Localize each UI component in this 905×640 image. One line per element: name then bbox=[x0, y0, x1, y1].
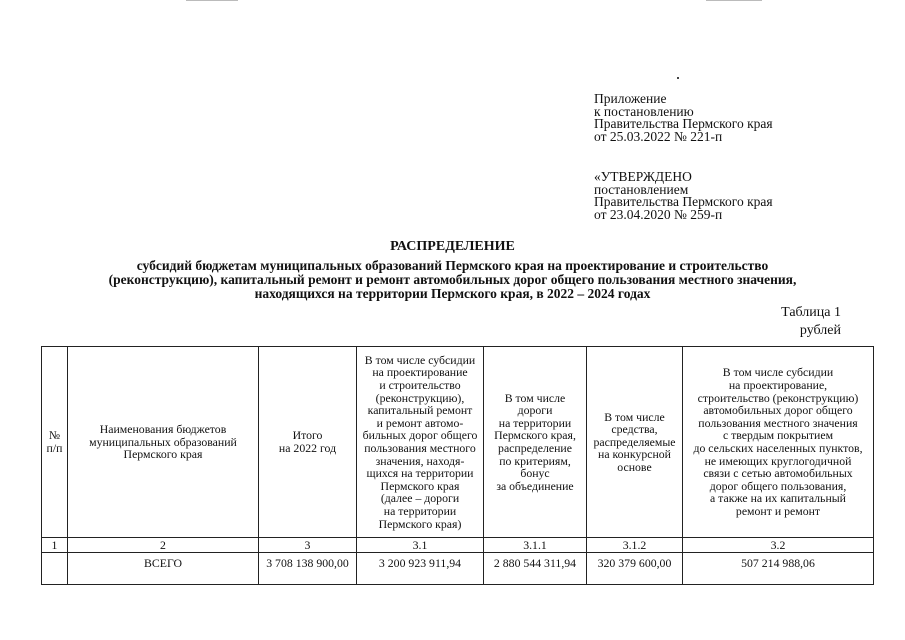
stamp-line: Правительства Пермского края bbox=[594, 116, 773, 131]
table-number: Таблица 1 bbox=[781, 305, 841, 320]
header-line: на территории bbox=[383, 503, 457, 518]
header-line: на 2022 год bbox=[278, 441, 337, 455]
header-line: Пермского края bbox=[123, 447, 203, 462]
total-row-subsidy-roads: 3 200 923 911,94 bbox=[357, 553, 484, 585]
column-number: 2 bbox=[68, 538, 259, 553]
header-line: щихся на территории bbox=[366, 466, 474, 481]
header-cell-number bbox=[42, 347, 68, 538]
header-line: бильных дорог общего bbox=[362, 428, 478, 443]
total-row-name: ВСЕГО bbox=[68, 553, 259, 585]
header-line: бонус bbox=[520, 466, 550, 481]
header-line: основе bbox=[617, 459, 652, 474]
header-cell-total bbox=[259, 347, 357, 538]
header-line: Пермского края bbox=[380, 478, 460, 493]
header-line: с твердым покрытием bbox=[722, 428, 834, 443]
header-line: распределяемые bbox=[593, 434, 676, 449]
column-number: 3.1.1 bbox=[484, 538, 587, 553]
column-number: 3.1.2 bbox=[587, 538, 683, 553]
distribution-table bbox=[41, 346, 874, 585]
header-line: В том числе bbox=[604, 409, 665, 424]
header-line: пользования местного bbox=[364, 441, 476, 455]
subtitle-line: субсидий бюджетам муниципальных образований Пермского края на проектирование и строительство bbox=[136, 258, 769, 273]
header-line: (далее – дороги bbox=[380, 491, 460, 506]
subtitle-line: (реконструкцию), капитальный ремонт и ремонт автомобильных дорог общего пользования местного значения, bbox=[108, 272, 797, 287]
header-line: строительство (реконструкцию) bbox=[697, 390, 859, 405]
approved-stamp bbox=[594, 171, 773, 221]
column-number: 3.1 bbox=[357, 538, 484, 553]
column-number: 3 bbox=[259, 538, 357, 553]
header-line: связи с сетью автомобильных bbox=[703, 466, 853, 481]
header-line: муниципальных образований bbox=[89, 434, 237, 449]
stamp-line: постановлением bbox=[594, 181, 689, 197]
header-line: Пермского края) bbox=[378, 516, 462, 531]
annex-stamp bbox=[594, 93, 773, 143]
header-line: п/п bbox=[46, 441, 63, 455]
stamp-line: от 25.03.2022 № 221-п bbox=[594, 128, 723, 144]
header-line: а также на их капитальный bbox=[709, 491, 846, 506]
header-line: дорог общего пользования, bbox=[709, 478, 847, 493]
stamp-line: «УТВЕРЖДЕНО bbox=[594, 169, 692, 184]
header-line: на проектирование bbox=[372, 365, 468, 380]
header-line: пользования местного значения bbox=[698, 415, 858, 430]
header-line: по критериям, bbox=[499, 453, 571, 468]
column-number: 1 bbox=[42, 538, 68, 553]
column-number: 3.2 bbox=[683, 538, 874, 553]
header-line: средства, bbox=[611, 422, 658, 437]
header-cell-competitive bbox=[587, 347, 683, 538]
header-cell-criteria-bonus bbox=[484, 347, 587, 538]
header-line: значения, находя- bbox=[375, 453, 465, 468]
total-row-competitive: 320 379 600,00 bbox=[587, 553, 683, 585]
header-line: дороги bbox=[517, 403, 553, 418]
units-label: рублей bbox=[799, 323, 841, 338]
total-row-number bbox=[42, 553, 68, 585]
header-line: В том числе субсидии bbox=[722, 365, 834, 380]
header-line: Итого bbox=[292, 428, 323, 443]
header-cell-subsidy-roads bbox=[357, 347, 484, 538]
header-line: и ремонт автомо- bbox=[376, 415, 464, 430]
stamp-line: к постановлению bbox=[594, 103, 694, 119]
subtitle-line: находящихся на территории Пермского края, в 2022 – 2024 годах bbox=[254, 286, 651, 301]
header-line: Пермского края, bbox=[494, 428, 576, 443]
scan-edge-line bbox=[706, 0, 762, 1]
header-line: на проектирование, bbox=[728, 378, 828, 393]
stamp-line: Правительства Пермского края bbox=[594, 194, 773, 209]
header-line: (реконструкцию), bbox=[375, 390, 465, 405]
total-row-2022: 3 708 138 900,00 bbox=[259, 553, 357, 585]
header-line: распределение bbox=[498, 441, 572, 455]
column-number-row bbox=[42, 538, 874, 553]
header-line: на конкурсной bbox=[598, 447, 671, 462]
total-row-criteria-bonus: 2 880 544 311,94 bbox=[484, 553, 587, 585]
scan-edge-line bbox=[186, 0, 238, 1]
document-title: РАСПРЕДЕЛЕНИЕ bbox=[390, 239, 515, 254]
document-subtitle bbox=[40, 259, 865, 301]
header-line: капитальный ремонт bbox=[367, 403, 473, 418]
header-line: ремонт и ремонт bbox=[735, 503, 821, 518]
header-line: В том числе bbox=[504, 390, 566, 405]
header-line: на территории bbox=[498, 415, 572, 430]
header-line: В том числе субсидии bbox=[364, 352, 476, 367]
total-row bbox=[42, 553, 874, 585]
stamp-line: Приложение bbox=[594, 91, 667, 106]
header-cell-name bbox=[68, 347, 259, 538]
table-header-row bbox=[42, 347, 874, 538]
header-line: до сельских населенных пунктов, bbox=[693, 441, 863, 455]
header-line: и строительство bbox=[379, 378, 461, 393]
header-line: не имеющих круглогодичной bbox=[704, 453, 852, 468]
header-line: Наименования бюджетов bbox=[99, 422, 227, 437]
header-line: за объединение bbox=[496, 478, 574, 493]
scan-speck bbox=[677, 77, 679, 79]
header-line: № bbox=[48, 428, 61, 443]
header-cell-rural-roads bbox=[683, 347, 874, 538]
stamp-line: от 23.04.2020 № 259-п bbox=[594, 206, 723, 222]
total-row-rural-roads: 507 214 988,06 bbox=[683, 553, 874, 585]
header-line: автомобильных дорог общего bbox=[703, 403, 853, 418]
